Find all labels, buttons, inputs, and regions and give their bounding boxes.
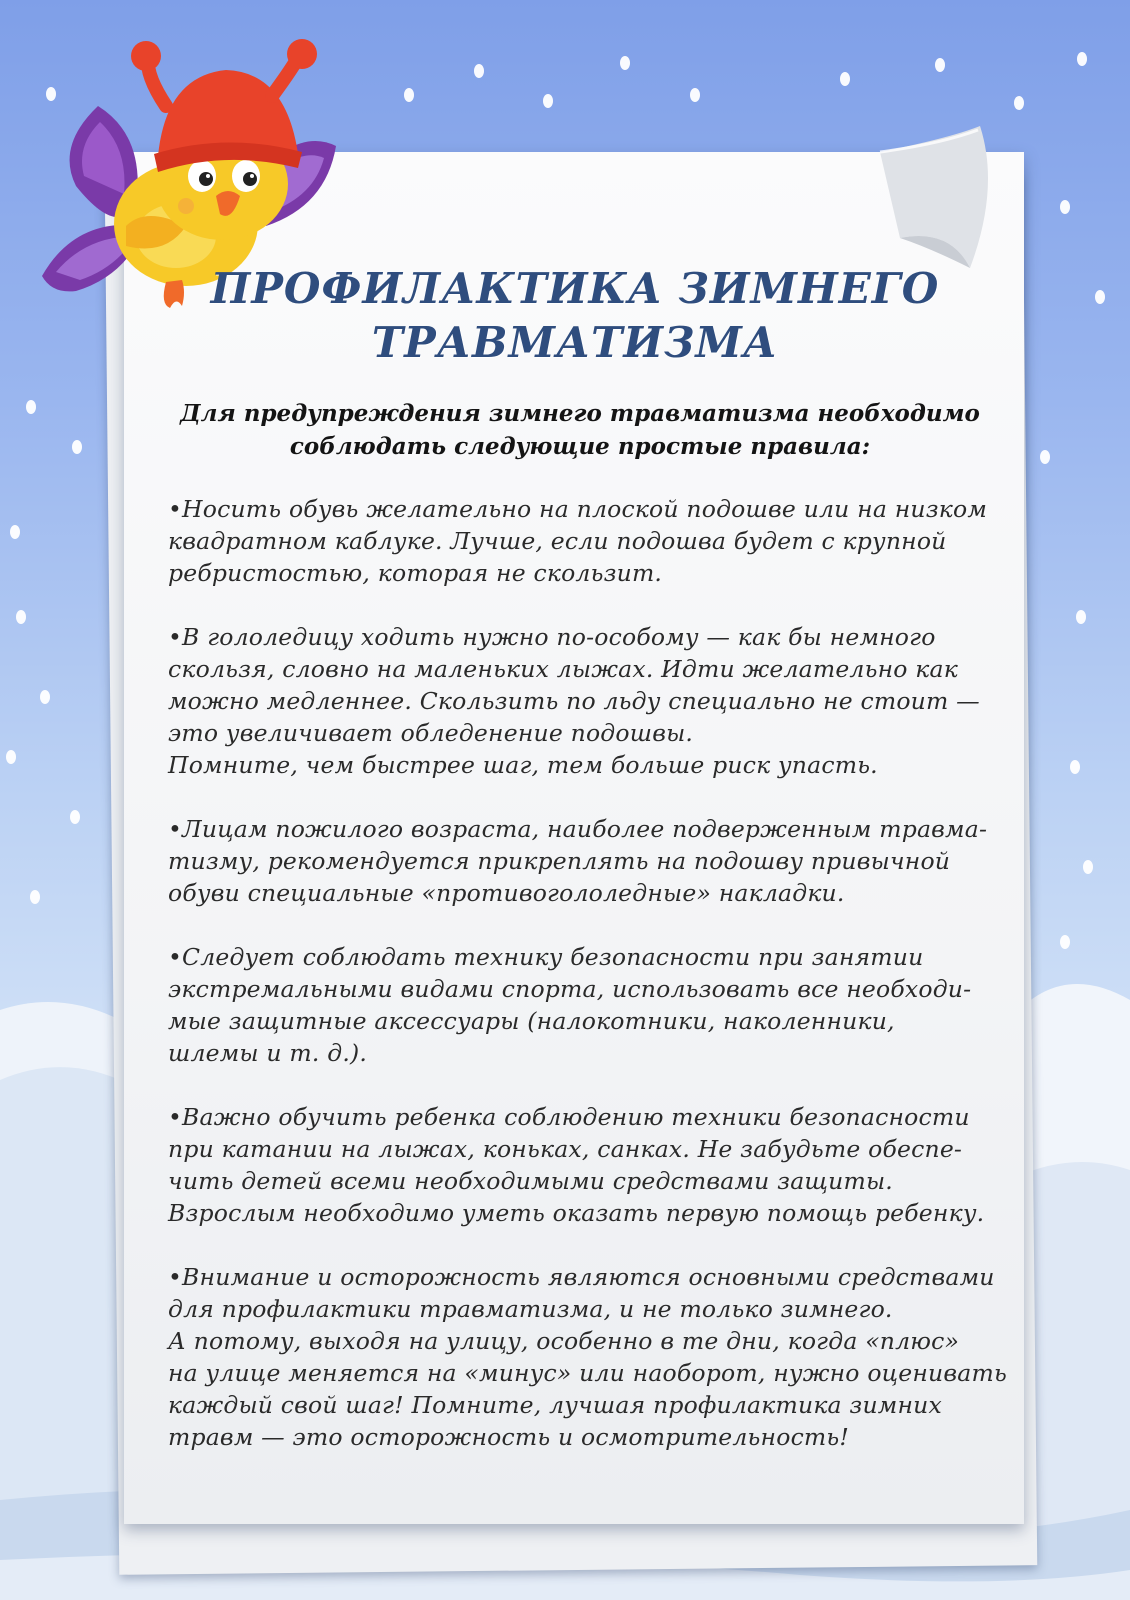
page-curl — [860, 118, 1000, 278]
rule-item — [168, 621, 1038, 781]
rule-line: •Важно обучить ребенка соблюдению техники безопасности — [168, 1103, 970, 1131]
rule-line: каждый свой шаг! Помните, лучшая профилактика зимних — [168, 1391, 942, 1419]
rule-line: для профилактики травматизма, и не только зимнего. — [168, 1295, 893, 1323]
rule-line: квадратном каблуке. Лучше, если подошва будет с крупной — [168, 527, 947, 555]
rule-line: тизму, рекомендуется прикреплять на подошву привычной — [168, 847, 951, 875]
title-line-2: ТРАВМАТИЗМА — [371, 318, 779, 367]
rule-line: •Носить обувь желательно на плоской подошве или на низком — [168, 495, 988, 523]
rule-line: Помните, чем быстрее шаг, тем больше риск упасть. — [168, 751, 878, 779]
rule-line: •В гололедицу ходить нужно по-особому — как бы немного — [168, 623, 936, 651]
rules-list — [168, 493, 1038, 1485]
rule-line: мые защитные аксессуары (налокотники, наколенники, — [168, 1007, 895, 1035]
rule-line: А потому, выходя на улицу, особенно в те дни, когда «плюс» — [168, 1327, 960, 1355]
intro-text — [170, 397, 990, 463]
rule-line: травм — это осторожность и осмотрительность! — [168, 1423, 850, 1451]
page-title — [180, 262, 970, 370]
rule-line: на улице меняется на «минус» или наоборот, нужно оценивать — [168, 1359, 1007, 1387]
rule-item — [168, 1101, 1038, 1229]
rule-item — [168, 1261, 1038, 1453]
rule-line: обуви специальные «противогололедные» накладки. — [168, 879, 845, 907]
rule-line: •Внимание и осторожность являются основными средствами — [168, 1263, 995, 1291]
rule-line: ребристостью, которая не скользит. — [168, 559, 663, 587]
rule-line: можно медленнее. Скользить по льду специально не стоит — — [168, 687, 980, 715]
rule-line: Взрослым необходимо уметь оказать первую помощь ребенку. — [168, 1199, 985, 1227]
rule-line: при катании на лыжах, коньках, санках. Не забудьте обеспе- — [168, 1135, 963, 1163]
rule-line: это увеличивает обледенение подошвы. — [168, 719, 694, 747]
title-line-1: ПРОФИЛАКТИКА ЗИМНЕГО — [210, 264, 940, 313]
rule-line: чить детей всеми необходимыми средствами защиты. — [168, 1167, 893, 1195]
rule-line: •Следует соблюдать технику безопасности при занятии — [168, 943, 924, 971]
rule-line: шлемы и т. д.). — [168, 1039, 368, 1067]
rule-line: скользя, словно на маленьких лыжах. Идти желательно как — [168, 655, 958, 683]
rule-item — [168, 941, 1038, 1069]
rule-item — [168, 813, 1038, 909]
intro-line-1: Для предупреждения зимнего травматизма необходимо — [180, 400, 980, 427]
rule-line: •Лицам пожилого возраста, наиболее подверженным травма- — [168, 815, 988, 843]
rule-line: экстремальными видами спорта, использовать все необходи- — [168, 975, 972, 1003]
rule-item — [168, 493, 1038, 589]
intro-line-2: соблюдать следующие простые правила: — [289, 433, 871, 460]
